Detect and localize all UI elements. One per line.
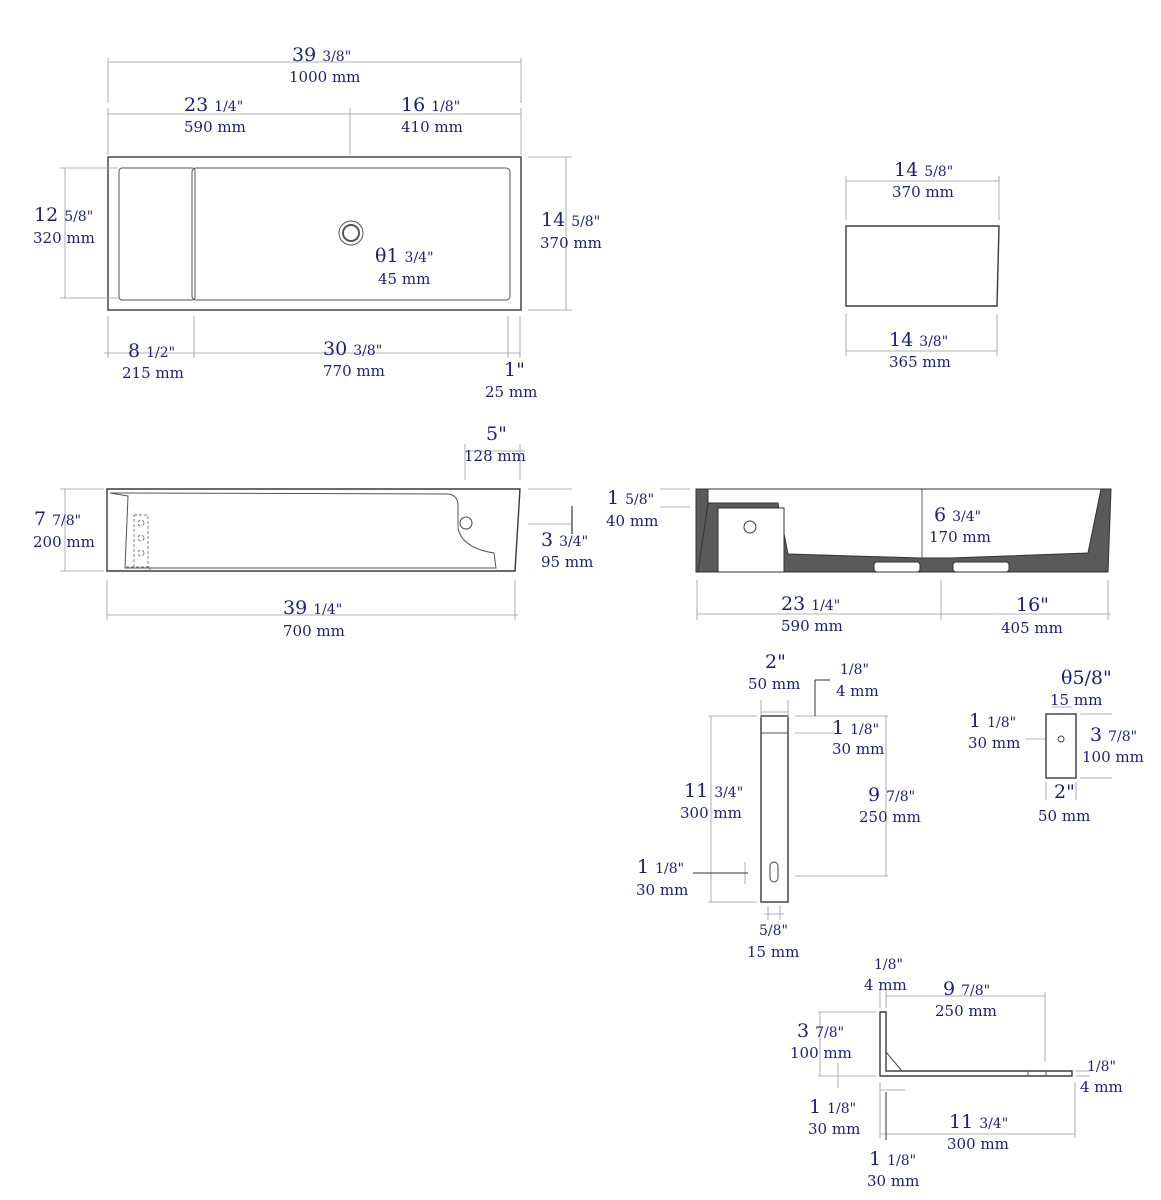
left-part-mm: 590 mm — [184, 118, 246, 136]
side-offset-left-mm: 30 mm — [808, 1120, 861, 1138]
plate-width-label: 2" — [1054, 781, 1075, 803]
section-view — [606, 487, 1111, 637]
shelf-mm: 215 mm — [122, 364, 184, 382]
side-upright-mm: 100 mm — [790, 1044, 852, 1062]
overflow-hole — [460, 517, 472, 529]
side-bracket-outline — [880, 1012, 1072, 1076]
bracket-top-offset-label: 1 1/8" — [832, 717, 880, 739]
right-part-label: 16 1/8" — [401, 94, 461, 116]
bracket-top-offset-mm: 30 mm — [832, 740, 885, 758]
bracket-width-label: 2" — [765, 651, 786, 673]
section-right-length-label: 16" — [1016, 594, 1049, 616]
side-thickness-right-mm: 4 mm — [1080, 1078, 1123, 1096]
side-arm-length-label: 9 7/8" — [943, 978, 991, 1000]
inner-depth-mm: 320 mm — [33, 229, 95, 247]
drain-label: θ1 3/4" — [375, 245, 434, 267]
side-thickness-top-mm: 4 mm — [864, 976, 907, 994]
bracket-height-mm: 300 mm — [680, 804, 742, 822]
front-view — [33, 423, 593, 640]
end-bottom-width-mm: 365 mm — [889, 353, 951, 371]
section-lip-label: 1 5/8" — [607, 487, 655, 509]
end-top-width-label: 14 5/8" — [894, 159, 954, 181]
front-length-label: 39 1/4" — [283, 597, 343, 619]
plate-hole-height-label: 1 1/8" — [969, 710, 1017, 732]
top-view-shelf-outline — [119, 168, 195, 300]
right-part-mm: 410 mm — [401, 118, 463, 136]
side-bracket-view — [790, 957, 1123, 1190]
outer-depth-label: 14 5/8" — [541, 209, 601, 231]
bracket-slot-span-label: 9 7/8" — [868, 784, 916, 806]
top-view — [33, 44, 602, 401]
plate-width-mm: 50 mm — [1038, 807, 1091, 825]
end-view-outline — [846, 226, 999, 306]
basin-mm: 770 mm — [323, 362, 385, 380]
side-upright-label: 3 7/8" — [797, 1020, 845, 1042]
inner-depth-label: 12 5/8" — [34, 204, 94, 226]
top-view-outer-outline — [108, 157, 521, 310]
bracket-slot-width-label: 5/8" — [759, 923, 788, 939]
side-thickness-top-label: 1/8" — [874, 957, 903, 973]
bracket-slot-bottom-mm: 30 mm — [636, 881, 689, 899]
rim-mm: 25 mm — [485, 383, 538, 401]
bracket-thickness-mm: 4 mm — [836, 682, 879, 700]
overall-width-mm: 1000 mm — [289, 68, 361, 86]
front-height-mm: 200 mm — [33, 533, 95, 551]
plate-hole — [1058, 736, 1064, 742]
outer-depth-mm: 370 mm — [540, 234, 602, 252]
bracket-outline — [761, 716, 788, 902]
side-arm-length-mm: 250 mm — [935, 1002, 997, 1020]
left-part-label: 23 1/4" — [184, 94, 244, 116]
section-depth-label: 6 3/4" — [934, 504, 982, 526]
bracket-height-label: 11 3/4" — [684, 780, 744, 802]
front-view-inner-basin — [110, 493, 496, 568]
plate-height-label: 3 7/8" — [1090, 724, 1138, 746]
section-lip-mm: 40 mm — [606, 512, 659, 530]
plate-hole-mm: 15 mm — [1050, 691, 1103, 709]
bracket-width-mm: 50 mm — [748, 675, 801, 693]
section-right-length-mm: 405 mm — [1001, 619, 1063, 637]
end-view — [846, 159, 999, 371]
drain-pipe-dashed — [134, 515, 148, 567]
drain-mm: 45 mm — [378, 270, 431, 288]
section-depth-mm: 170 mm — [929, 528, 991, 546]
overflow-offset-label: 5" — [486, 423, 507, 445]
overflow-offset-mm: 128 mm — [464, 447, 526, 465]
end-top-width-mm: 370 mm — [892, 183, 954, 201]
front-height-label: 7 7/8" — [34, 508, 82, 530]
bracket-slot-width-mm: 15 mm — [747, 943, 800, 961]
plate-view — [968, 667, 1144, 825]
bracket-slot-span-mm: 250 mm — [859, 808, 921, 826]
front-length-mm: 700 mm — [283, 622, 345, 640]
section-left-length-mm: 590 mm — [781, 617, 843, 635]
bracket-slot — [770, 862, 778, 882]
bracket-slot-bottom-label: 1 1/8" — [637, 856, 685, 878]
plate-outline — [1046, 714, 1076, 778]
side-total-length-label: 11 3/4" — [949, 1111, 1009, 1133]
side-thickness-right-label: 1/8" — [1087, 1059, 1116, 1075]
section-left-length-label: 23 1/4" — [781, 593, 841, 615]
side-bracket-gusset — [886, 1052, 902, 1071]
end-bottom-width-label: 14 3/8" — [889, 329, 949, 351]
section-inner-cavity-left — [718, 508, 784, 572]
plate-height-mm: 100 mm — [1082, 748, 1144, 766]
side-offset-bottom-label: 1 1/8" — [869, 1148, 917, 1170]
rim-label: 1" — [504, 359, 525, 381]
side-offset-bottom-mm: 30 mm — [867, 1172, 920, 1190]
basin-label: 30 3/8" — [323, 338, 383, 360]
overflow-height-mm: 95 mm — [541, 553, 594, 571]
overflow-height-label: 3 3/4" — [541, 529, 589, 551]
bracket-view — [636, 651, 921, 961]
shelf-label: 8 1/2" — [128, 340, 176, 362]
bracket-thickness-label: 1/8" — [840, 662, 869, 678]
overall-width-label: 39 3/8" — [292, 44, 352, 66]
plate-hole-label: θ5/8" — [1061, 667, 1112, 689]
side-offset-left-label: 1 1/8" — [809, 1096, 857, 1118]
drain-inner — [343, 225, 359, 241]
side-total-length-mm: 300 mm — [947, 1135, 1009, 1153]
plate-hole-height-mm: 30 mm — [968, 734, 1021, 752]
top-view-basin-outline — [192, 168, 510, 300]
